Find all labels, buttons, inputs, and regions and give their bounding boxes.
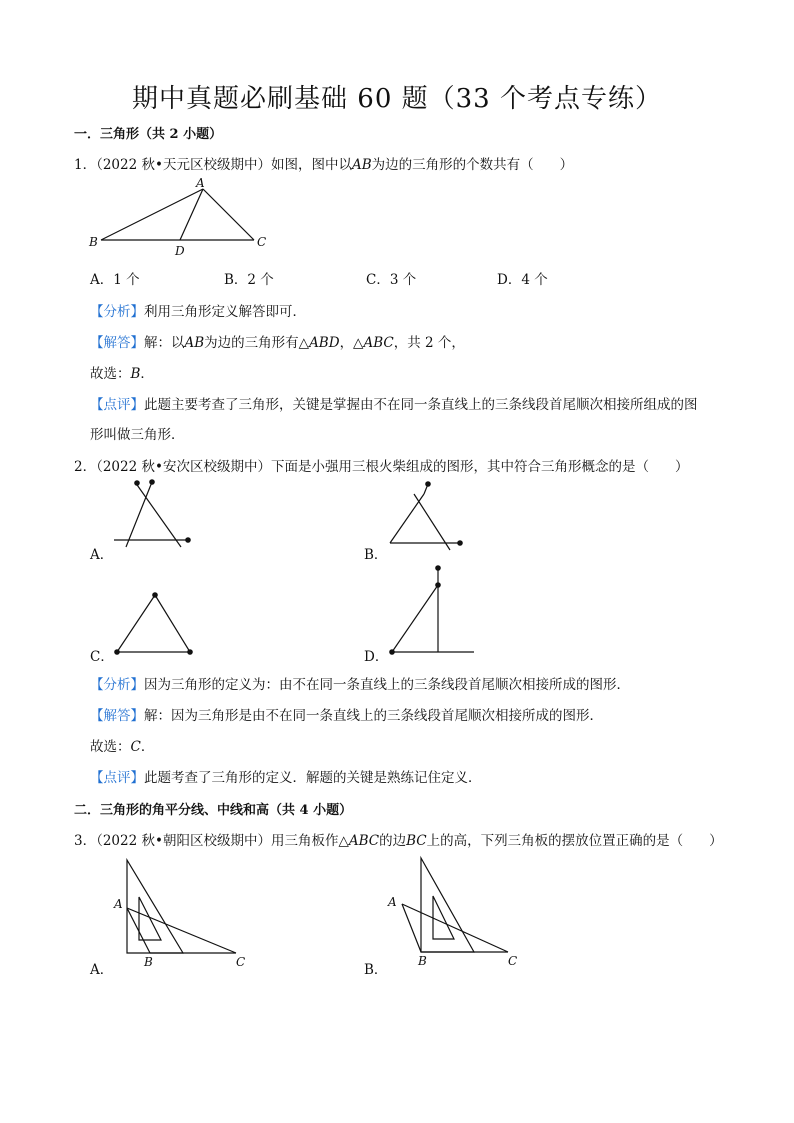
question-source: （2022 秋•安次区校级期中） <box>96 459 271 475</box>
label-a: A <box>114 897 123 911</box>
q2-option-b-label: B． <box>364 547 388 563</box>
q1-answer: 【解答】解：以AB为边的三角形有△ABD，△ABC，共 2 个， <box>90 335 465 351</box>
q2-answer: 【解答】解：因为三角形是由不在同一条直线上的三条线段首尾顺次相接所成的图形． <box>90 708 603 724</box>
page-title: 期中真题必刷基础 60 题（33 个考点专练） <box>132 84 662 114</box>
question-number: 1． <box>74 157 97 173</box>
question-source: （2022 秋•朝阳区校级期中） <box>96 833 271 849</box>
answer-tag: 【解答】 <box>90 335 144 351</box>
question-2-stem: 2．（2022 秋•安次区校级期中）下面是小强用三根火柴组成的图形，其中符合三角形概念的是（ ） <box>74 459 689 475</box>
question-1-stem: 1．（2022 秋•天元区校级期中）如图，图中以AB为边的三角形的个数共有（ ） <box>74 157 574 173</box>
q2-figure-a <box>108 472 198 552</box>
q2-comment: 【点评】此题考查了三角形的定义．解题的关键是熟练记住定义． <box>90 770 482 786</box>
option-c: C．3 个 <box>366 272 417 288</box>
q2-figure-c <box>108 582 198 662</box>
analysis-tag: 【分析】 <box>90 304 144 320</box>
q2-option-d-label: D． <box>364 649 389 665</box>
q3-figure-a <box>108 852 258 972</box>
q1-analysis: 【分析】利用三角形定义解答即可． <box>90 304 306 320</box>
q2-option-c-label: C． <box>90 649 114 665</box>
label-b: B <box>89 235 98 249</box>
q3-option-b-label: B． <box>364 962 388 978</box>
label-c: C <box>508 954 518 968</box>
q1-comment-continued: 形叫做三角形． <box>90 427 185 443</box>
question-source: （2022 秋•天元区校级期中） <box>96 157 271 173</box>
segment-ab <box>101 189 203 240</box>
option-d: D．4 个 <box>497 272 548 288</box>
answer-tag: 【解答】 <box>90 708 144 724</box>
segment-ac <box>203 189 254 240</box>
q2-figure-b <box>382 472 472 552</box>
q2-figure-d <box>382 560 482 660</box>
q1-comment: 【点评】此题主要考查了三角形，关键是掌握由不在同一条直线上的三条线段首尾顺次相接所组成的图 <box>90 397 698 413</box>
label-c: C <box>257 235 267 249</box>
option-b: B．2 个 <box>224 272 274 288</box>
label-c: C <box>236 955 246 969</box>
comment-tag: 【点评】 <box>90 770 144 786</box>
label-b: B <box>418 954 427 968</box>
label-a: A <box>388 895 397 909</box>
label-b: B <box>144 955 153 969</box>
q2-option-a-label: A． <box>90 547 114 563</box>
label-d: D <box>175 244 185 258</box>
segment-ad <box>180 189 203 240</box>
analysis-tag: 【分析】 <box>90 677 144 693</box>
q1-triangle-figure <box>82 172 282 262</box>
comment-tag: 【点评】 <box>90 397 144 413</box>
q1-choice: 故选：B． <box>90 366 154 382</box>
q3-option-a-label: A． <box>90 962 114 978</box>
q3-figure-b <box>382 852 532 972</box>
q2-choice: 故选：C． <box>90 739 155 755</box>
q2-analysis: 【分析】因为三角形的定义为：由不在同一条直线上的三条线段首尾顺次相接所成的图形． <box>90 677 630 693</box>
question-number: 2． <box>74 459 97 475</box>
question-3-stem: 3．（2022 秋•朝阳区校级期中）用三角板作△ABC的边BC上的高，下列三角板的摆放位置正确的是（ ） <box>74 833 723 849</box>
section-heading-2: 二．三角形的角平分线、中线和高（共 4 小题） <box>74 803 353 818</box>
section-heading-1: 一．三角形（共 2 小题） <box>74 127 223 142</box>
option-a: A．1 个 <box>90 272 140 288</box>
label-a: A <box>196 176 205 190</box>
question-number: 3． <box>74 833 97 849</box>
